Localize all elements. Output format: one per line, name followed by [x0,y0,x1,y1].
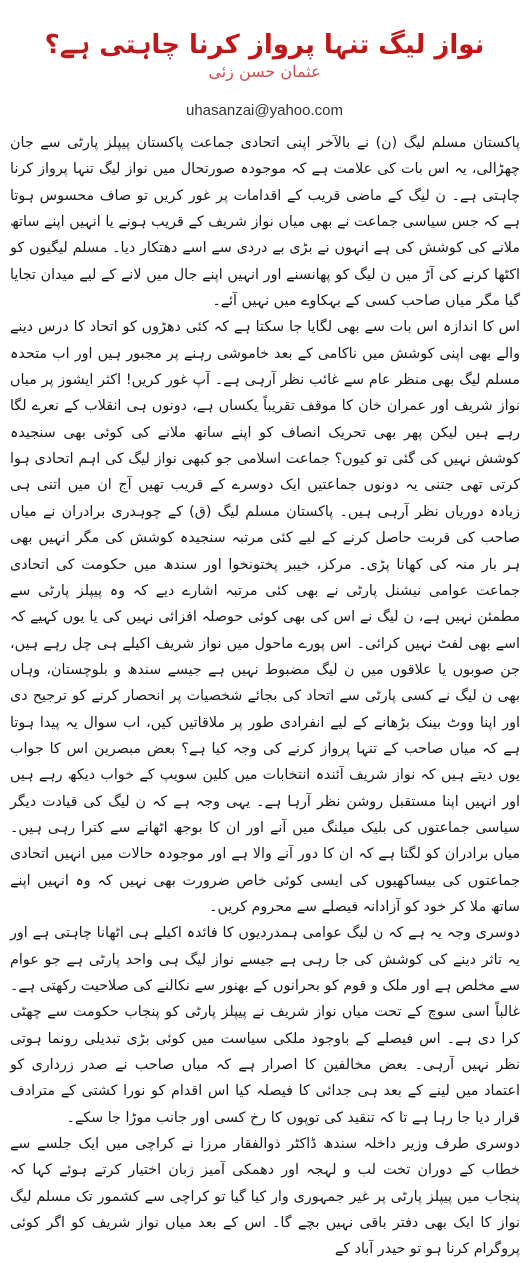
article-paragraph: پاکستان مسلم لیگ (ن) نے بالآخر اپنی اتحادی جماعت پاکستان پیپلز پارٹی سے جان چھڑالی، یہ اس بات کی علامت ہے کہ موجودہ صورتحال میں نواز لیگ تنہا پرواز کرنا چاہتی ہے۔ ن لیگ کے ماضی قریب کے اقدامات پر غور کریں تو صاف محسوس ہوتا ہے کہ جس سیاسی جماعت نے بھی میاں نواز شریف کے قریب ہونے یا انہیں اپنے ساتھ ملانے کی کوشش کی ہے انہوں نے بڑی بے دردی سے اسے دھتکار دیا۔ مسلم لیگیوں کو اکٹھا کرنے کی آڑ میں ن لیگ کو پھانسنے اور انہیں اپنے جال میں لانے کے لیے میدان تجایا گیا مگر میاں صاحب کسی کے بہکاوے میں نہیں آئے۔ [10,135,520,310]
article-paragraph: دوسری طرف وزیر داخلہ سندھ ڈاکٹر ذوالفقار مرزا نے کراچی میں ایک جلسے سے خطاب کے دوران تخت لب و لہجہ اور دھمکی آمیز زبان اختیار کرتے ہوئے کہا کہ پنجاب میں پیپلز پارٹی پر غیر جمہوری وار کیا گیا تو کراچی سے کشمور تک مسلم لیگ نواز کا ایک بھی دفتر باقی نہیں بچے گا۔ اس کے بعد میاں نواز شریف کو اگر کوئی پروگرام کرنا ہو تو حیدر آباد کے [10,1136,520,1258]
article-author: عثمان حسن زئی [208,62,321,81]
article-title: نواز لیگ تنہا پرواز کرنا چاہتی ہے؟ [44,30,485,61]
article-paragraph: دوسری وجہ یہ ہے کہ ن لیگ عوامی ہمدردیوں کا فائدہ اکیلے ہی اٹھانا چاہتی ہے اور یہ تاثر دینے کی کوشش کی جا رہی ہے جیسے نواز لیگ ہی واحد پارٹی ہے جو عوام سے مخلص ہے اور ملک و قوم کو بحرانوں کے بھنور سے نکالنے کی صلاحیت رکھتی ہے۔ غالباً اسی سوچ کے تحت میاں نواز شریف نے پیپلز پارٹی کو پنجاب حکومت سے چھٹی کرا دی ہے۔ اس فیصلے کے باوجود ملکی سیاست میں کوئی بڑی تبدیلی رونما ہوتی نظر نہیں آرہی۔ بعض مخالفین کا اصرار ہے کہ میاں صاحب نے صدر زرداری کو اعتماد میں لینے کے بعد ہی جدائی کا فیصلہ کیا اس اقدام کو نورا کشتی کے مترادف قرار دیا جا رہا ہے تا کہ تنقید کی توپوں کا رخ کسی اور جانب موڑا جا سکے۔ [10,925,520,1126]
author-email: uhasanzai@yahoo.com [186,102,343,119]
article-body [10,130,520,1263]
article-paragraph: اس کا اندازہ اس بات سے بھی لگایا جا سکتا ہے کہ کئی دھڑوں کو اتحاد کا درس دینے والے بھی اپنی کوشش میں ناکامی کے بعد خاموشی رہنے پر مجبور ہیں اور اب متحدہ مسلم لیگ بھی منظر عام سے غائب نظر آرہی ہے۔ آپ غور کریں! اکثر ایشوز پر میاں نواز شریف اور عمران خان کا موقف تقریباً یکساں ہے، دونوں ہی انقلاب کے نعرے لگا رہے ہیں لیکن پھر بھی تحریک انصاف کو اپنے ساتھ ملانے کی کوئی بھی سنجیدہ کوشش نہیں کی گئی تو کیوں؟ جماعت اسلامی جو کبھی نواز لیگ کی اہم اتحادی ہوا کرتی تھی جتنی یہ دونوں جماعتیں ایک دوسرے کے قریب تھیں آج ان میں اتنی ہی زیادہ دوریاں نظر آرہی ہیں۔ پاکستان مسلم لیگ (ق) کے چوہدری برادران نے میاں صاحب کی قربت حاصل کرنے کے لیے کئی مرتبہ سنجیدہ کوشش کی مگر انہیں بھی ہر بار منہ کی کھانا پڑی۔ مرکز، خیبر پختونخوا اور سندھ میں حکومت کی اتحادی جماعت عوامی نیشنل پارٹی نے بھی کئی مرتبہ اشارے دیے کہ وہ پیپلز پارٹی سے مطمئن نہیں ہے، ن لیگ نے اس کی بھی کوئی حوصلہ افزائی نہیں کی یا یوں کہیے کہ اسے بھی لفٹ نہیں کرائی۔ اس پورے ماحول میں نواز شریف اکیلے ہی چل رہے ہیں، جن صوبوں یا علاقوں میں ن لیگ مضبوط نہیں ہے جیسے سندھ و بلوچستان، وہاں بھی ن لیگ نے کسی پارٹی سے اتحاد کی بجائے شخصیات پر انحصار کرنے کو ترجیح دی اور اپنا ووٹ بینک بڑھانے کے لیے انفرادی طور پر ملاقاتیں کیں، اب سوال یہ پیدا ہوتا ہے کہ میاں صاحب کے تنہا پرواز کرنے کی وجہ کیا ہے؟ بعض مبصرین اس کا جواب یوں دیتے ہیں کہ نواز شریف آئندہ انتخابات میں کلین سویپ کے خواب دیکھ رہے ہیں اور انہیں اپنا مستقبل روشن نظر آرہا ہے۔ یہی وجہ ہے کہ ن لیگ کی قیادت دیگر سیاسی جماعتوں کی بلیک میلنگ میں آنے اور ان کا بوجھ اٹھانے سے کترا رہی ہیں۔ میاں برادران کو لگتا ہے کہ ان کا دور آنے والا ہے اور موجودہ حالات میں انہیں اتحادی جماعتوں کی بیساکھیوں کی ایسی کوئی خاص ضرورت بھی نہیں کہ وہ انہیں اپنے ساتھ ملا کر خود کو آزادانہ فیصلے سے محروم کریں۔ [10,319,520,915]
